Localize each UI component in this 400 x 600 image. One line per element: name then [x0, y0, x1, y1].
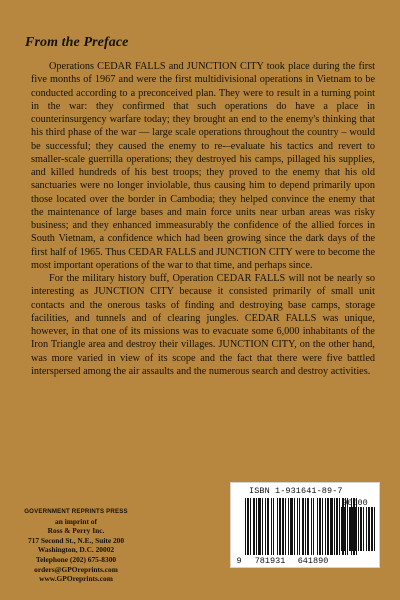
main-bar-2 [247, 498, 249, 555]
main-bar-30 [288, 498, 289, 555]
publisher-email: orders@GPOreprints.com [34, 564, 118, 574]
price-bar-18 [363, 507, 364, 551]
isbn-label: ISBN 1-931641-89-7 [249, 486, 343, 496]
main-bar-26 [282, 498, 284, 555]
main-bar-36 [297, 498, 298, 555]
price-bar-16 [360, 507, 362, 551]
price-bar-0 [339, 507, 340, 551]
price-bar-4 [344, 507, 345, 551]
price-code: 90000 [342, 498, 368, 508]
main-bar-38 [299, 498, 300, 555]
main-bar-20 [273, 498, 274, 555]
main-bar-48 [313, 498, 314, 555]
price-bar-20 [366, 507, 367, 551]
price-barcode-bars [339, 507, 375, 551]
price-bar-2 [341, 507, 343, 551]
main-bar-22 [277, 498, 278, 555]
preface-paragraph-2: For the military history buff, Operation CEDAR FALLS will not be nearly so interesting as JUNCTION CITY because it consisted primarily of small unit contacts and the onerous tasks of finding and destroying base camps, storage facilities, and tunnels and of clearing jungles. CEDAR FALLS was unique, however, in that one of its missions was to evacuate some 6,000 inhabitants of the Iron Triangle area and destroy their villages. JUNCTION CITY, on the other hand, was more varied in view of its scope and the fact that there were five battled interspersed among the air assaults and the numerous search and destroy activities. [31, 273, 375, 377]
main-bar-60 [330, 498, 333, 555]
main-bar-52 [319, 498, 321, 555]
main-bar-8 [256, 498, 257, 555]
main-bar-4 [250, 498, 251, 555]
main-bar-10 [258, 498, 261, 555]
main-bar-18 [271, 498, 272, 555]
price-bar-8 [349, 507, 351, 551]
publisher-info [20, 507, 132, 584]
main-bar-16 [267, 498, 269, 555]
price-bar-14 [358, 507, 359, 551]
main-bar-28 [285, 498, 286, 555]
publisher-address-line-1: 717 Second St., N.E., Suite 200 [27, 535, 125, 545]
main-bar-50 [317, 498, 318, 555]
main-bar-0 [245, 498, 246, 555]
barcode-number-prefix: 9 [236, 556, 242, 566]
main-bar-46 [311, 498, 312, 555]
main-bar-12 [262, 498, 263, 555]
preface-excerpt [31, 60, 375, 378]
main-bar-64 [336, 498, 338, 555]
main-bar-56 [325, 498, 326, 555]
main-bar-44 [307, 498, 309, 555]
publisher-website: www.GPOreprints.com [39, 574, 113, 584]
publisher-address-line-2: Washington, D.C. 20002 [37, 545, 115, 555]
price-bar-24 [371, 507, 373, 551]
barcode-number-group-2: 641890 [297, 556, 329, 566]
main-bar-34 [294, 498, 295, 555]
price-bar-22 [368, 507, 370, 551]
publisher-name: GOVERNMENT REPRINTS PRESS [24, 508, 128, 515]
main-bar-6 [253, 498, 255, 555]
price-bar-6 [347, 507, 348, 551]
publisher-imprint-line: an imprint of [55, 516, 97, 526]
main-bar-24 [279, 498, 281, 555]
main-bar-32 [290, 498, 293, 555]
price-bar-26 [374, 507, 375, 551]
main-bar-40 [302, 498, 304, 555]
price-bar-10 [352, 507, 353, 551]
main-barcode-bars [245, 498, 357, 555]
main-bar-58 [327, 498, 329, 555]
publisher-telephone: Telephone (202) 675-8300 [35, 554, 117, 564]
publisher-parent-company: Ross & Perry Inc. [47, 526, 105, 536]
price-bar-12 [355, 507, 357, 551]
barcode-graphic [231, 483, 381, 569]
isbn-barcode-panel [230, 482, 380, 568]
main-bar-54 [322, 498, 323, 555]
main-bar-62 [334, 498, 335, 555]
preface-heading: From the Preface [25, 35, 129, 50]
main-bar-14 [265, 498, 266, 555]
preface-paragraph-1: Operations CEDAR FALLS and JUNCTION CITY took place during the first five months of 1967 and were the first multidivisional operations in Vietnam to be conducted according to a preconceived plan. They were to result in a turning point in the war: they confirmed that such operations do have a place in counterinsurgency warfare today; they brought an end to the enemy's thinking that his third phase of the war — large scale operations throughout the country – would be successful; they caused the enemy to re-–evaluate his tactics and revert to smaller-scale guerrilla operations; they destroyed his camps, pillaged his supplies, and killed hundreds of his best troops; they proved to the enemy that his old sanctuaries were no longer inviolable, thus causing him to depend primarily upon those located over the border in Cambodia; they helped convince the enemy that the maintenance of large bases and main force units near urban areas was risky business; and they enhanced immeasurably the confidence of the allied forces in South Vietnam, a confidence which had been growing since the dark days of the first half of 1965. Thus CEDAR FALLS and JUNCTION CITY were to become the most important operations of the war to that time, and perhaps since. [31, 61, 375, 271]
main-bar-42 [305, 498, 306, 555]
barcode-number-group-1: 781931 [254, 556, 286, 566]
